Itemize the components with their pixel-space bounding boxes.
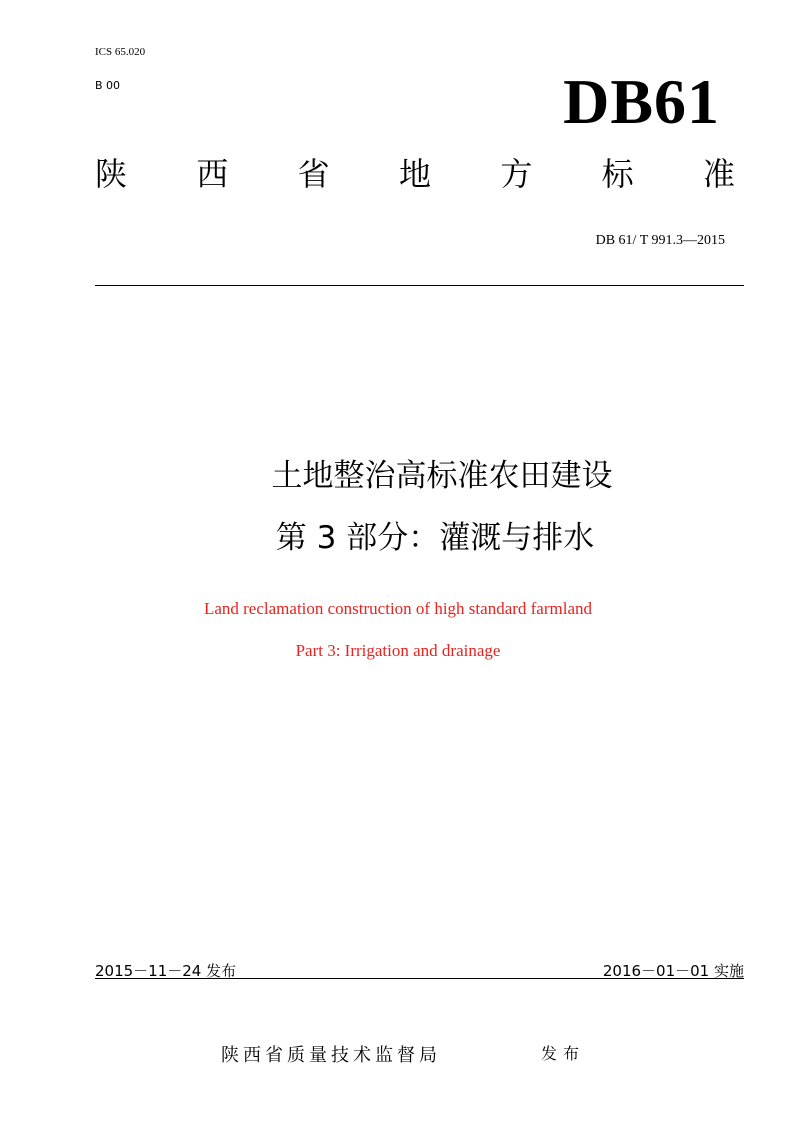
standard-type-char: 省 [297, 155, 330, 193]
standard-code-logo: DB61 [563, 66, 720, 137]
bottom-divider [95, 978, 744, 979]
implement-date: 2016－01－01 实施 [602, 962, 744, 980]
english-title-part: Part 3: Irrigation and drainage [295, 641, 501, 660]
standard-type-char: 陕 [95, 155, 128, 193]
standard-type-char: 准 [702, 155, 735, 193]
standard-type-char: 方 [500, 155, 533, 193]
top-divider [95, 285, 744, 286]
chinese-title-main: 土地整治高标准农田建设 [271, 458, 613, 494]
ics-code: ICS 65.020 [95, 46, 146, 58]
standard-type-char: 地 [398, 155, 431, 193]
standard-type-char: 西 [196, 155, 229, 193]
classification-code: B 00 [95, 79, 121, 92]
chinese-title-part: 第 3 部分：灌溉与排水 [275, 520, 595, 556]
issue-label: 发布 [541, 1044, 586, 1063]
standard-type-heading [95, 155, 735, 193]
publish-date: 2015－11－24 发布 [95, 962, 237, 980]
english-title-main: Land reclamation construction of high standard farmland [203, 599, 593, 618]
standard-number: DB 61/ T 991.3—2015 [595, 233, 725, 248]
standard-type-char: 标 [601, 155, 634, 193]
issuing-authority: 陕西省质量技术监督局 [221, 1045, 441, 1066]
